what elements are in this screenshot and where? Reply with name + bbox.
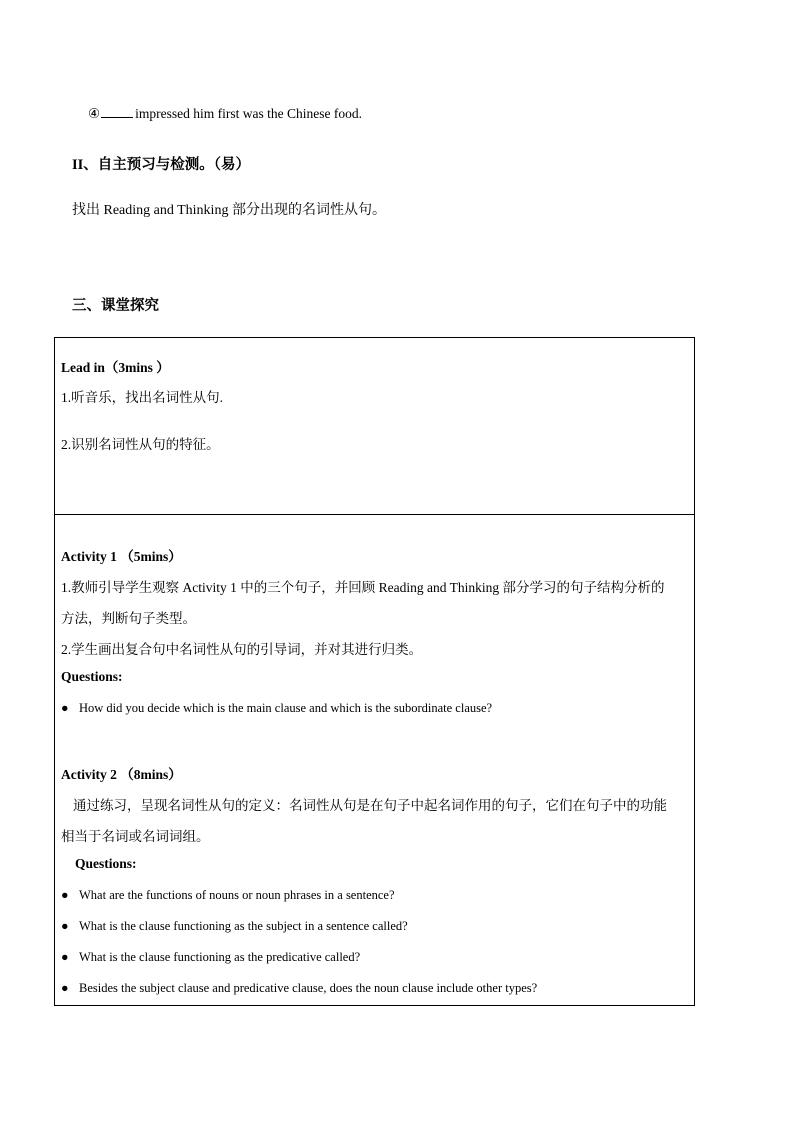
section-2-text: 找出 Reading and Thinking 部分出现的名词性从句。 [72, 203, 386, 218]
activity-1-title: Activity 1 （5mins） [61, 549, 182, 564]
activity-2-question [61, 919, 408, 934]
bullet-icon: ● [61, 888, 69, 902]
question-text: What are the functions of nouns or noun phrases in a sentence? [79, 888, 395, 902]
activity-1-line-2: 2.学生画出复合句中名词性从句的引导词，并对其进行归类。 [61, 642, 423, 657]
activity-2-question [61, 950, 360, 965]
activity-2-question [61, 888, 395, 903]
activity-2-question [61, 981, 537, 996]
lead-in-cell [55, 338, 694, 515]
exercise-item-4 [88, 105, 362, 122]
question-text: What is the clause functioning as the subject in a sentence called? [79, 919, 408, 933]
lead-in-title: Lead in（3mins ） [61, 360, 170, 375]
question-text: How did you decide which is the main clause and which is the subordinate clause? [79, 701, 493, 715]
answer-blank[interactable] [101, 105, 133, 118]
lead-in-line-2: 2.识别名词性从句的特征。 [61, 437, 220, 452]
bullet-icon: ● [61, 919, 69, 933]
activity-2-intro-a: 通过练习，呈现名词性从句的定义：名词性从句是在句子中起名词作用的句子，它们在句子中的功能 [73, 798, 667, 813]
activity-1-questions-label: Questions: [61, 669, 123, 684]
item-text: impressed him first was the Chinese food. [135, 106, 362, 121]
lead-in-line-1: 1.听音乐，找出名词性从句. [61, 390, 223, 405]
activity-1-line-1a: 1.教师引导学生观察 Activity 1 中的三个句子，并回顾 Reading and Thinking 部分学习的句子结构分析的 [61, 580, 665, 595]
activity-1-question [61, 701, 492, 716]
bullet-icon: ● [61, 701, 69, 715]
question-text: What is the clause functioning as the predicative called? [79, 950, 361, 964]
question-text: Besides the subject clause and predicative clause, does the noun clause include other types? [79, 981, 538, 995]
section-3-title: 三、课堂探究 [72, 298, 159, 314]
item-number: ④ [88, 106, 101, 121]
activities-cell [55, 515, 694, 1005]
activity-2-title: Activity 2 （8mins） [61, 767, 182, 782]
activity-1-line-1b: 方法，判断句子类型。 [61, 611, 196, 626]
bullet-icon: ● [61, 950, 69, 964]
lesson-table [54, 337, 695, 1006]
bullet-icon: ● [61, 981, 69, 995]
activity-2-intro-b: 相当于名词或名词词组。 [61, 829, 210, 844]
section-2-title: II、自主预习与检测。（易） [72, 157, 251, 173]
activity-2-questions-label: Questions: [75, 856, 137, 871]
